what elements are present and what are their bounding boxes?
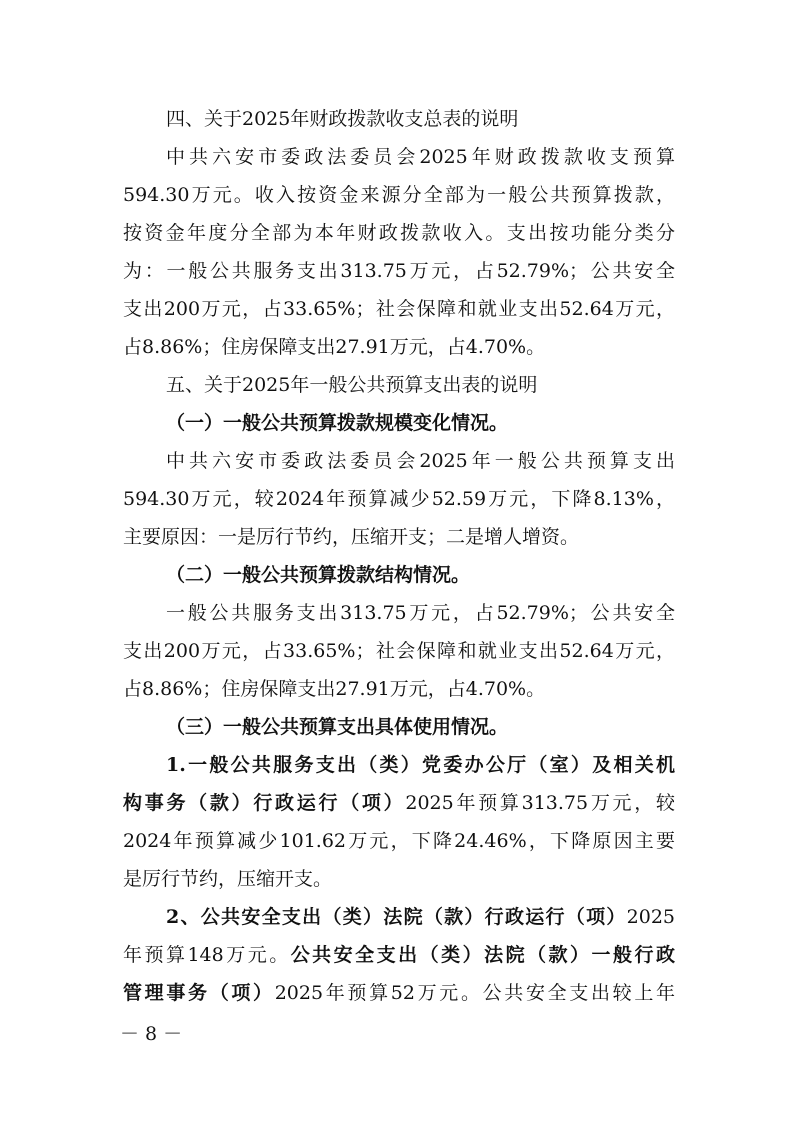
paragraph-line: 2024年预算减少101.62万元，下降24.46%，下降原因主要 bbox=[123, 830, 675, 852]
paragraph-line: 一般公共服务支出313.75万元，占52.79%；公共安全 bbox=[166, 602, 675, 624]
paragraph-line: 为：一般公共服务支出313.75万元，占52.79%；公共安全 bbox=[123, 260, 675, 282]
bold-phrase: 管理事务（项） bbox=[123, 982, 275, 1004]
subsection-title-3: （三）一般公共预算支出具体使用情况。 bbox=[166, 716, 509, 738]
paragraph-line: 594.30万元。收入按资金来源分全部为一般公共预算拨款， bbox=[123, 184, 675, 206]
bold-phrase: 公共安全支出（类）法院（款）一般行政 bbox=[290, 944, 675, 966]
page-number bbox=[0, 1020, 793, 1048]
paragraph-line bbox=[123, 979, 675, 1007]
paragraph-line: 占8.86%；住房保障支出27.91万元，占4.70%。 bbox=[123, 678, 546, 700]
paragraph-line bbox=[123, 941, 675, 969]
paragraph-line: 支出200万元，占33.65%；社会保障和就业支出52.64万元， bbox=[123, 640, 675, 662]
paragraph-line bbox=[123, 789, 675, 817]
text-phrase: 2025 bbox=[626, 906, 675, 928]
paragraph-line: 594.30万元，较2024年预算减少52.59万元，下降8.13%， bbox=[123, 488, 675, 510]
paragraph-line: 支出200万元，占33.65%；社会保障和就业支出52.64万元， bbox=[123, 298, 675, 320]
bold-phrase: 2、公共安全支出（类）法院（款）行政运行（项） bbox=[166, 906, 627, 928]
subsection-title-1: （一）一般公共预算拨款规模变化情况。 bbox=[166, 412, 509, 434]
text-phrase: 2025年预算52万元。公共安全支出较上年 bbox=[274, 982, 675, 1004]
paragraph-line: 按资金年度分全部为本年财政拨款收入。支出按功能分类分 bbox=[123, 222, 675, 244]
paragraph-line bbox=[166, 903, 675, 931]
paragraph-line: 主要原因：一是厉行节约，压缩开支；二是增人增资。 bbox=[123, 526, 580, 548]
text-phrase: 年预算148万元。 bbox=[123, 944, 291, 966]
subsection-title-2: （二）一般公共预算拨款结构情况。 bbox=[166, 564, 471, 586]
section-heading-4: 四、关于2025年财政拨款收支总表的说明 bbox=[166, 108, 519, 130]
paragraph-line: 是厉行节约，压缩开支。 bbox=[123, 868, 333, 890]
page-number-text: － 8 － bbox=[120, 1023, 183, 1045]
paragraph-line: 1.一般公共服务支出（类）党委办公厅（室）及相关机 bbox=[166, 754, 675, 776]
paragraph-line: 占8.86%；住房保障支出27.91万元，占4.70%。 bbox=[123, 336, 546, 358]
bold-phrase: 构事务（款）行政运行（项） bbox=[123, 792, 406, 814]
section-heading-5: 五、关于2025年一般公共预算支出表的说明 bbox=[166, 374, 538, 396]
text-phrase: 2025年预算313.75万元，较 bbox=[405, 792, 675, 814]
paragraph-line: 中共六安市委政法委员会2025年一般公共预算支出 bbox=[166, 450, 675, 472]
paragraph-line: 中共六安市委政法委员会2025年财政拨款收支预算 bbox=[166, 146, 675, 168]
